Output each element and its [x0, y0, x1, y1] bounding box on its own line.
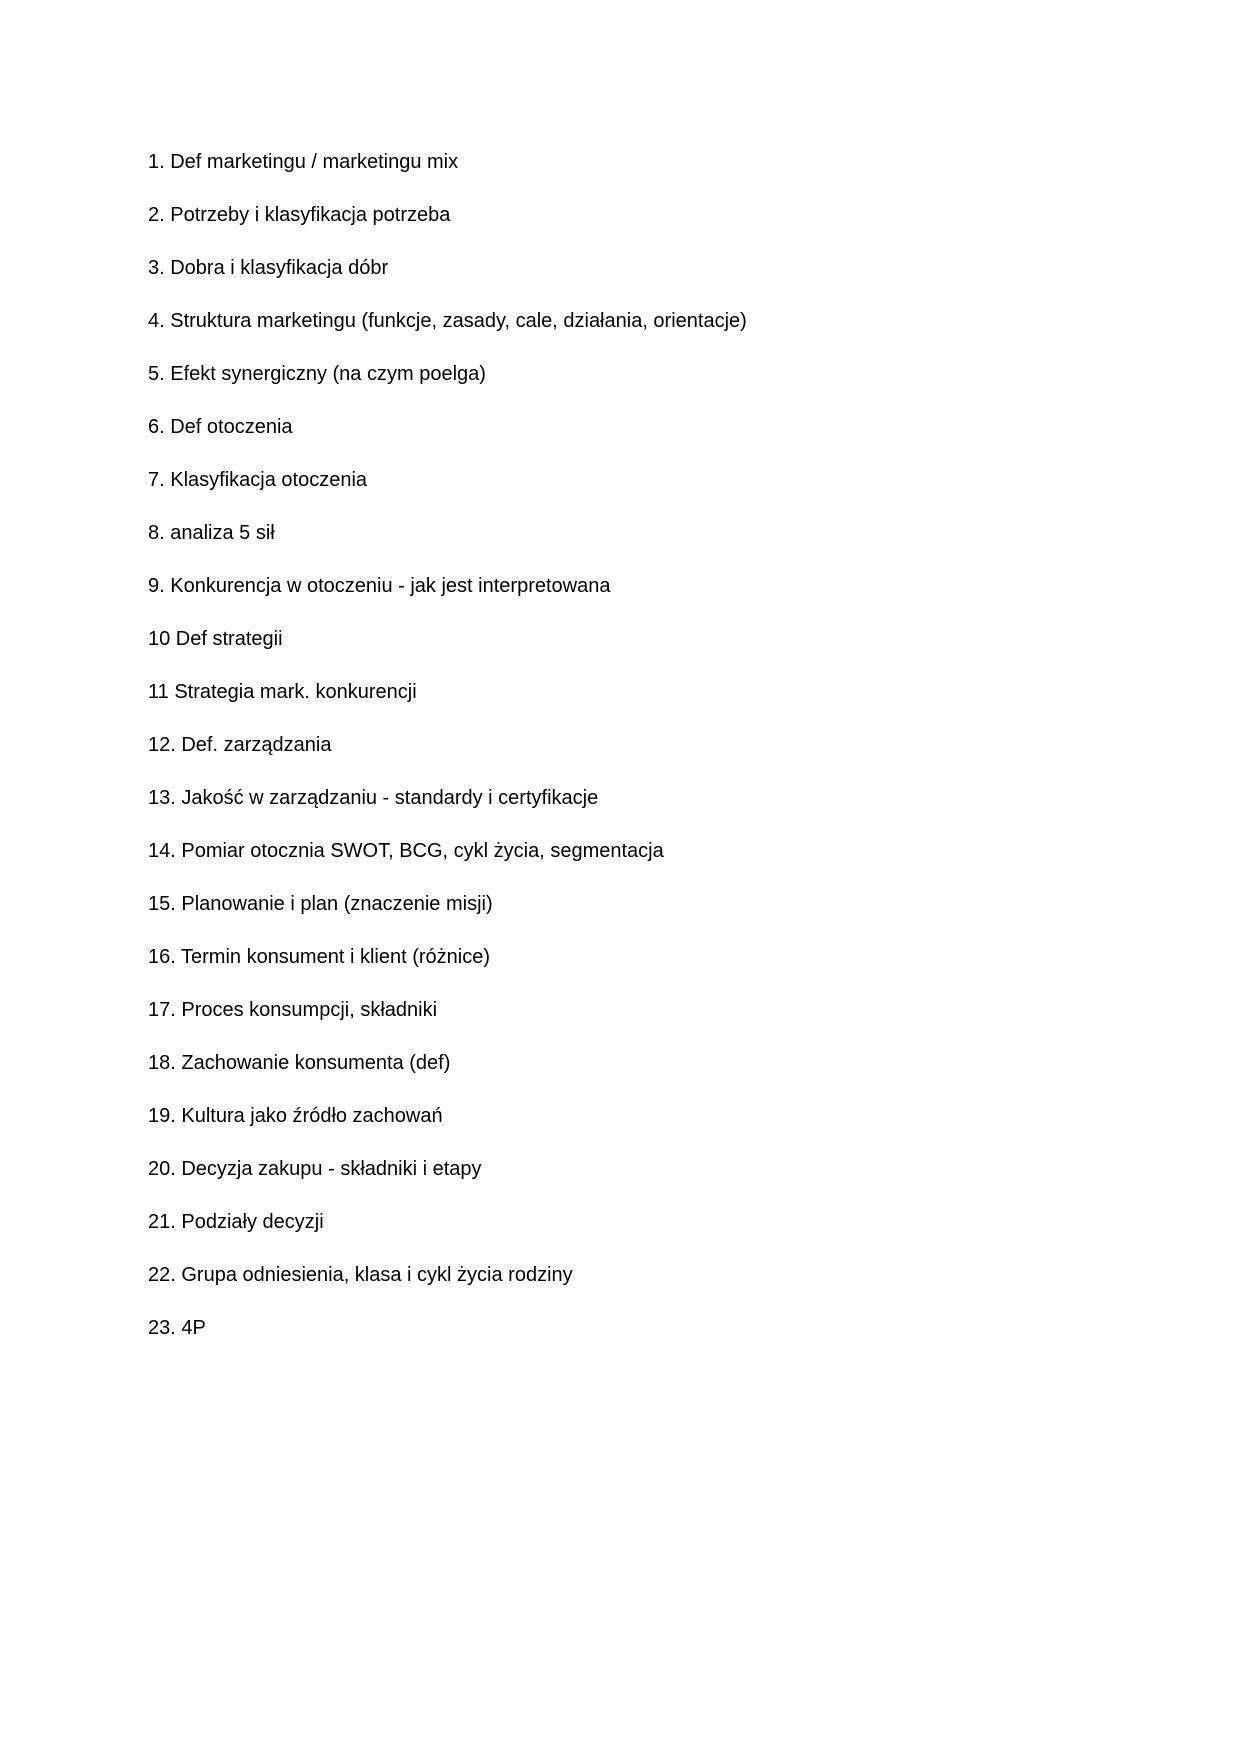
question-list — [148, 144, 747, 1363]
list-item: 18. Zachowanie konsumenta (def) — [148, 1052, 451, 1074]
list-item: 17. Proces konsumpcji, składniki — [148, 999, 438, 1021]
list-item: 20. Decyzja zakupu - składniki i etapy — [148, 1158, 482, 1180]
list-item: 16. Termin konsument i klient (różnice) — [148, 946, 490, 968]
list-item: 23. 4P — [148, 1317, 206, 1339]
list-item: 9. Konkurencja w otoczeniu - jak jest interpretowana — [148, 575, 611, 597]
list-item: 14. Pomiar otocznia SWOT, BCG, cykl życia, segmentacja — [148, 840, 664, 862]
list-item: 5. Efekt synergiczny (na czym poelga) — [148, 363, 486, 385]
list-item: 21. Podziały decyzji — [148, 1211, 324, 1233]
list-item: 12. Def. zarządzania — [148, 734, 332, 756]
list-item: 19. Kultura jako źródło zachowań — [148, 1105, 443, 1127]
list-item: 2. Potrzeby i klasyfikacja potrzeba — [148, 204, 451, 226]
list-item: 7. Klasyfikacja otoczenia — [148, 469, 368, 491]
list-item: 3. Dobra i klasyfikacja dóbr — [148, 257, 389, 279]
list-item: 1. Def marketingu / marketingu mix — [148, 151, 459, 173]
list-item: 4. Struktura marketingu (funkcje, zasady, cale, działania, orientacje) — [148, 310, 747, 332]
list-item: 8. analiza 5 sił — [148, 522, 275, 544]
list-item: 10 Def strategii — [148, 628, 283, 650]
list-item: 22. Grupa odniesienia, klasa i cykl życia rodziny — [148, 1264, 573, 1286]
list-item: 15. Planowanie i plan (znaczenie misji) — [148, 893, 493, 915]
list-item: 13. Jakość w zarządzaniu - standardy i certyfikacje — [148, 787, 599, 809]
list-item: 11 Strategia mark. konkurencji — [148, 681, 417, 703]
list-item: 6. Def otoczenia — [148, 416, 293, 438]
